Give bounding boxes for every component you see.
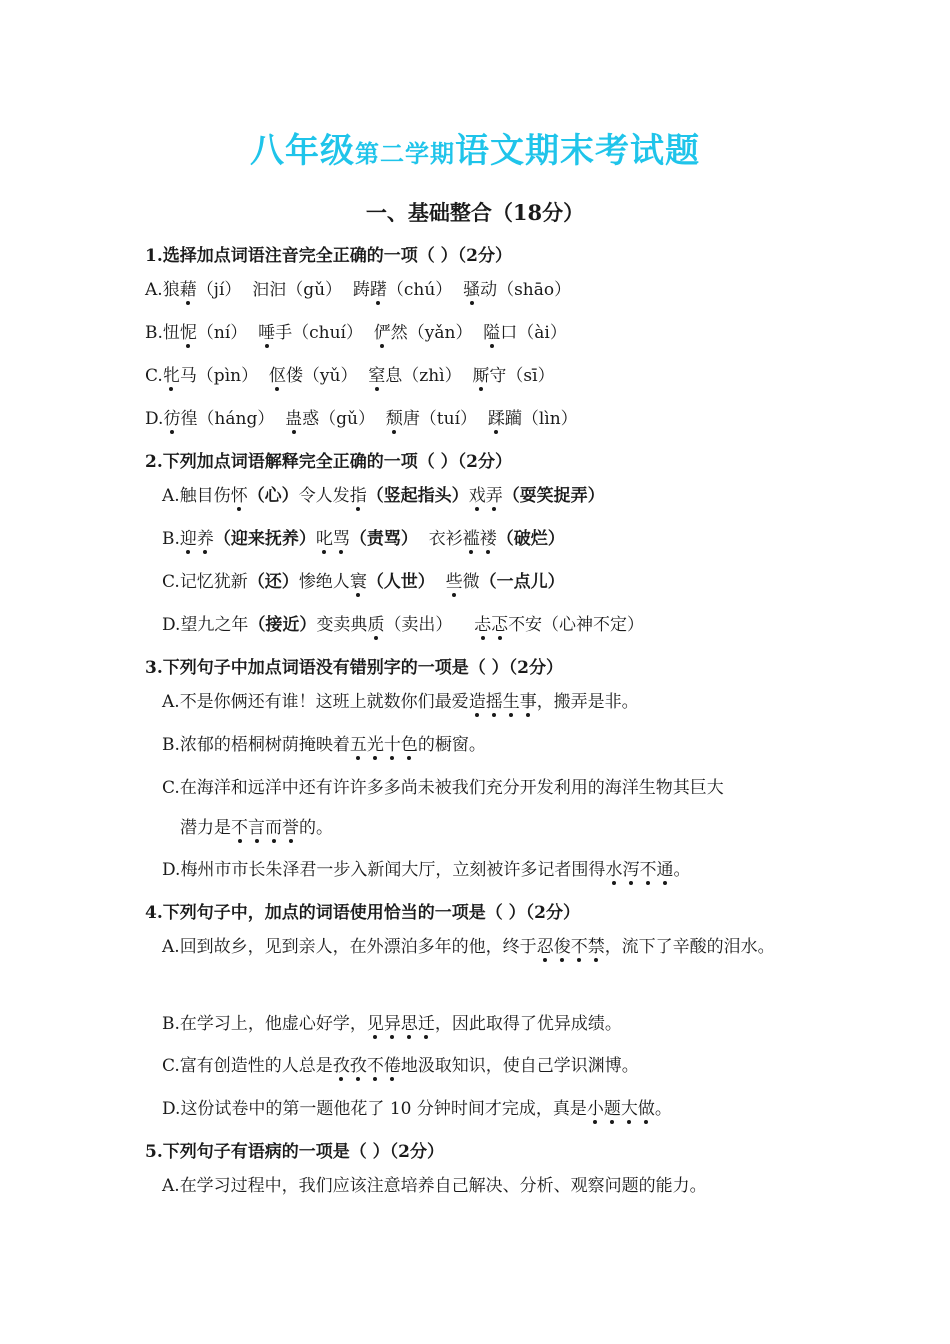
question-4-option-a: A.回到故乡，见到亲人，在外漂泊多年的他，终于忍俊不禁，流下了辛酸的泪水。 bbox=[162, 937, 775, 957]
question-3-option-c-continued: 潜力是不言而誉的。 bbox=[180, 818, 333, 838]
question-1-option-b: B.忸怩（ní） 唾手（chuí） 俨然（yǎn） 隘口（ài） bbox=[145, 323, 567, 343]
question-1-option-c: C.牝马（pìn） 伛偻（yǔ） 窒息（zhì） 厮守（sī） bbox=[145, 366, 555, 386]
question-5-option-a: A.在学习过程中，我们应该注意培养自己解决、分析、观察问题的能力。 bbox=[162, 1176, 707, 1196]
question-3-stem: 3.下列句子中加点词语没有错别字的一项是（ ）（2分） bbox=[145, 658, 563, 678]
question-2-option-b: B.迎养（迎来抚养）叱骂（责骂） 衣衫褴褛（破烂） bbox=[162, 529, 565, 549]
question-4-option-c: C.富有创造性的人总是孜孜不倦地汲取知识，使自己学识渊博。 bbox=[162, 1056, 639, 1076]
question-2-option-c: C.记忆犹新（还）惨绝人寰（人世） 些微（一点儿） bbox=[162, 572, 565, 592]
section-title: 一、基础整合（18分） bbox=[365, 200, 585, 225]
question-4-stem: 4.下列句子中，加点的词语使用恰当的一项是（ ）（2分） bbox=[145, 903, 580, 923]
question-3-option-b: B.浓郁的梧桐树荫掩映着五光十色的橱窗。 bbox=[162, 735, 486, 755]
question-3-option-a: A.不是你俩还有谁！这班上就数你们最爱造摇生事，搬弄是非。 bbox=[162, 692, 639, 712]
question-3-option-c: C.在海洋和远洋中还有许许多多尚未被我们充分开发利用的海洋生物其巨大 bbox=[162, 778, 724, 798]
question-2-stem: 2.下列加点词语解释完全正确的一项（ ）（2分） bbox=[145, 452, 512, 472]
question-5-stem: 5.下列句子有语病的一项是（ ）（2分） bbox=[145, 1142, 444, 1162]
title-exam: 语文期末考试题 bbox=[455, 131, 700, 171]
question-2-option-a: A.触目伤怀（心）令人发指（竖起指头）戏弄（耍笑捉弄） bbox=[162, 486, 605, 506]
question-1-stem: 1.选择加点词语注音完全正确的一项（ ）（2分） bbox=[145, 246, 512, 266]
question-4-option-b: B.在学习上，他虚心好学，见异思迁，因此取得了优异成绩。 bbox=[162, 1014, 622, 1034]
title-term: 第二学期 bbox=[355, 140, 455, 168]
page-title bbox=[0, 128, 950, 177]
question-4-option-d: D.这份试卷中的第一题他花了 10 分钟时间才完成，真是小题大做。 bbox=[162, 1099, 672, 1119]
question-1-option-a: A.狼藉（jí） 汩汩（gǔ） 踌躇（chú） 骚动（shāo） bbox=[145, 280, 572, 300]
question-2-option-d: D.望九之年（接近）变卖典质（卖出） 忐忑不安（心神不定） bbox=[162, 615, 645, 635]
question-3-option-d: D.梅州市市长朱泽君一步入新闻大厅，立刻被许多记者围得水泻不通。 bbox=[162, 860, 691, 880]
question-1-option-d: D.彷徨（háng） 蛊惑（gǔ） 颓唐（tuí） 蹂躏（lìn） bbox=[145, 409, 578, 429]
title-grade: 八年级 bbox=[250, 131, 355, 171]
